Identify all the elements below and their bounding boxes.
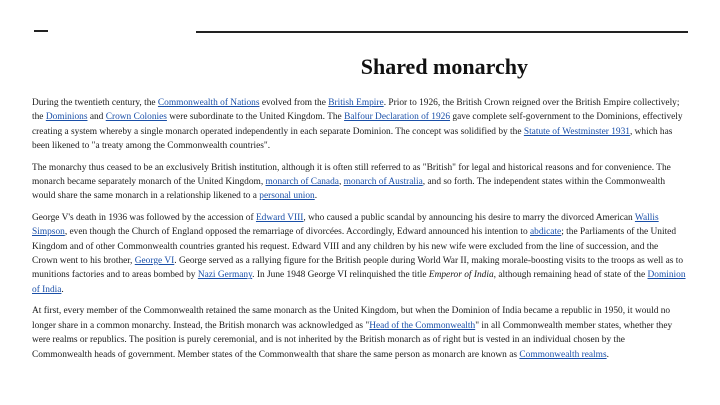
text: During the twentieth century, the (32, 98, 158, 108)
text: , and so forth. The independent states within the Commonwealth would share the same monarch in a relationship likened to a (32, 177, 666, 202)
text: . In June 1948 George VI relinquished the title (252, 270, 429, 281)
link-balfour-declaration[interactable]: Balfour Declaration of 1926 (344, 112, 451, 123)
paragraph-head-of-commonwealth (32, 304, 686, 362)
text: At first, every member of the Commonwealth retained the same monarch as the United Kingdom, but when the Dominion of India became a republic in 1950, it would no longer share in a common monarchy. Instead, the British monarch was acknowledged as " (32, 306, 671, 331)
link-nazi-germany[interactable]: Nazi Germany (197, 270, 253, 281)
link-head-of-the-commonwealth[interactable]: Head of the Commonwealth (369, 320, 476, 331)
header-rule (196, 31, 688, 33)
link-abdicate[interactable]: abdicate (529, 227, 562, 238)
emphasis-emperor-of-india: Emperor of India (428, 270, 494, 281)
link-monarch-of-australia[interactable]: monarch of Australia (343, 177, 423, 188)
link-personal-union[interactable]: personal union (259, 191, 315, 202)
slide-body (32, 96, 686, 369)
text: George V's death in 1936 was followed by the accession of (32, 212, 256, 223)
text: , which has been likened to "a treaty among the Commonwealth countries". (32, 126, 673, 152)
text: , who caused a public scandal by announcing his desire to marry the divorced American (303, 212, 635, 223)
link-edward-viii[interactable]: Edward VIII (255, 212, 304, 223)
text: were subordinate to the United Kingdom. The (166, 112, 345, 123)
text: evolved from the (259, 98, 329, 108)
link-dominion-of-india[interactable]: Dominion of India (32, 270, 686, 295)
text: , even though the Church of England opposed the remarriage of divorcées. Accordingly, Edward announced his intention to (64, 227, 530, 238)
text: , (338, 177, 344, 188)
link-statute-of-westminster[interactable]: Statute of Westminster 1931 (523, 126, 630, 137)
text: ; the Parliaments of the United Kingdom and of other Commonwealth countries granted his request. Edward VIII and any children by his new wife were excluded from the line of succession, and the Crown went to his brother, (32, 227, 677, 267)
text: . (606, 349, 609, 360)
header-dash (34, 30, 48, 32)
text: The monarchy thus ceased to be an exclusively British institution, although it is often still referred to as "British" for legal and historical reasons and for convenience. The monarch became separately monarch of the United Kingdom, (32, 162, 671, 188)
link-commonwealth-realms[interactable]: Commonwealth realms (519, 349, 607, 360)
link-monarch-of-canada[interactable]: monarch of Canada (265, 177, 339, 188)
text: . (61, 284, 64, 295)
text: " in all Commonwealth member states, whether they were realms or republics. The position is purely ceremonial, and is not inherited by the British monarch as of right but is vested in an individual chosen by the Commonwealth heads of government. Member states of the Commonwealth that share the same person as monarch are known as (32, 320, 673, 360)
link-dominions[interactable]: Dominions (45, 112, 88, 123)
text: . George served as a rallying figure for the British people during World War II, making morale-boosting visits to the troops as well as to munitions factories and to areas bombed by (32, 256, 684, 281)
text: and (87, 112, 106, 123)
link-george-vi[interactable]: George VI (134, 256, 175, 267)
link-commonwealth-of-nations[interactable]: Commonwealth of Nations (157, 98, 260, 108)
text: . (314, 191, 318, 202)
text: . Prior to 1926, the British Crown reigned over the British Empire collectively; the (32, 98, 680, 123)
link-british-empire[interactable]: British Empire (328, 98, 384, 108)
slide-title: Shared monarchy (360, 54, 528, 79)
link-crown-colonies[interactable]: Crown Colonies (105, 112, 167, 123)
text: , although remaining head of state of the (493, 270, 648, 281)
paragraph-commonwealth-evolution (32, 96, 686, 154)
paragraph-monarchy-ceased (32, 161, 686, 204)
text: gave complete self-government to the Dominions, effectively creating a system whereby a single monarch operated independently in each separate Dominion. The concept was solidified by the (32, 112, 683, 137)
link-wallis-simpson[interactable]: Wallis Simpson (32, 212, 659, 238)
paragraph-edward-viii (32, 211, 686, 297)
